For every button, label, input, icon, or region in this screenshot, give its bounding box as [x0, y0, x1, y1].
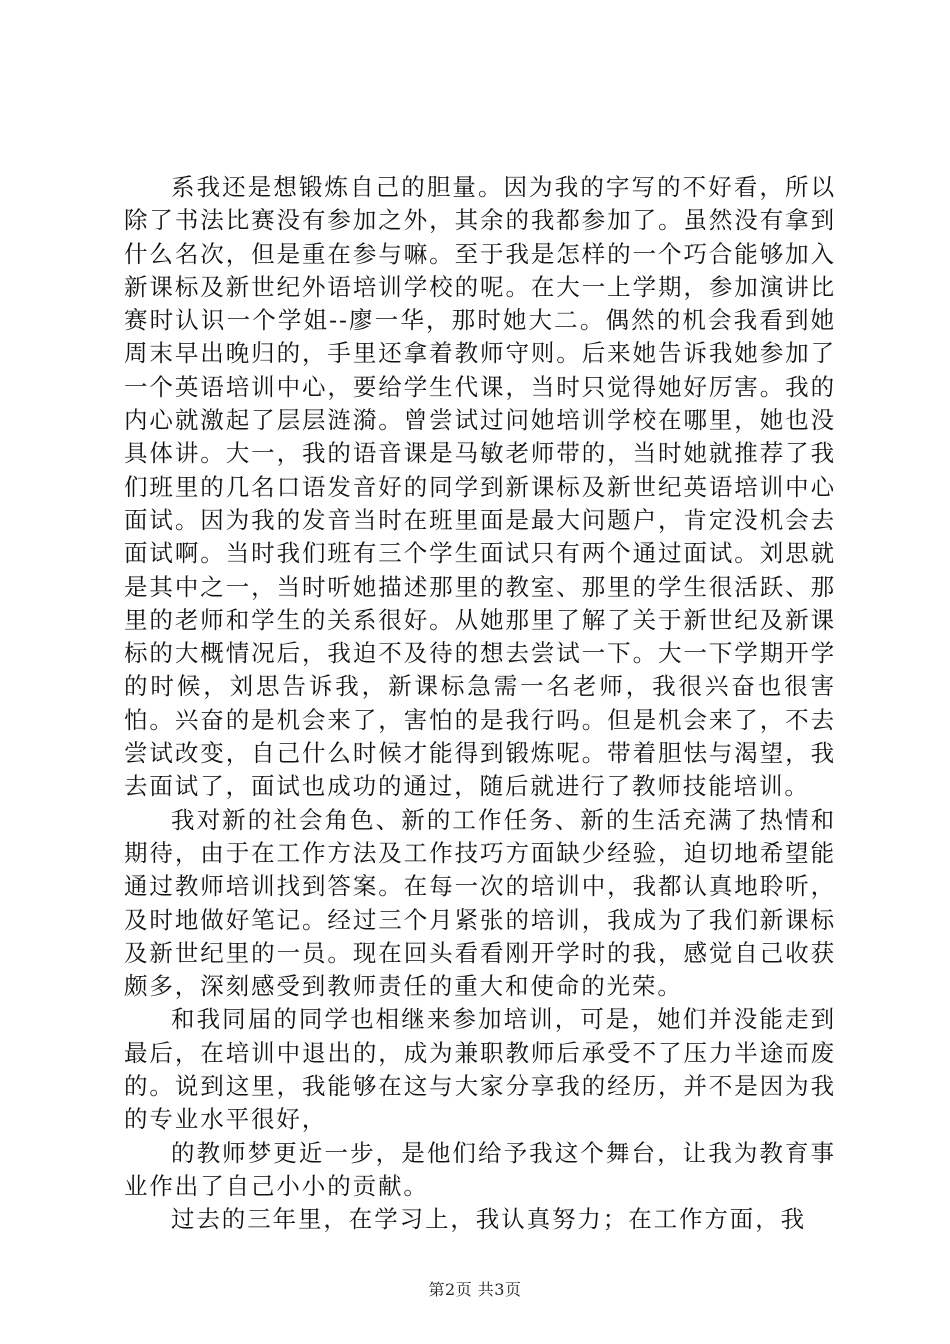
page-number-label: 第2页 共3页 [428, 1280, 522, 1299]
paragraph-2: 我对新的社会角色、新的工作任务、新的生活充满了热情和期待，由于在工作方法及工作技巧方面缺少经验，迫切地希望能通过教师培训找到答案。在每一次的培训中，我都认真地聆听，及时地做好笔记。经过三个月紧张的培训，我成为了我们新课标及新世纪里的一员。现在回头看看刚开学时的我，感觉自己收获颇多，深刻感受到教师责任的重大和使命的光荣。 [124, 805, 836, 1001]
paragraph-1: 系我还是想锻炼自己的胆量。因为我的字写的不好看，所以除了书法比赛没有参加之外，其余的我都参加了。虽然没有拿到什么名次，但是重在参与嘛。至于我是怎样的一个巧合能够加入新课标及新世纪外语培训学校的呢。在大一上学期，参加演讲比赛时认识一个学姐--廖一华，那时她大二。偶然的机会我看到她周末早出晚归的，手里还拿着教师守则。后来她告诉我她参加了一个英语培训中心，要给学生代课，当时只觉得她好厉害。我的内心就激起了层层涟漪。曾尝试过问她培训学校在哪里，她也没具体讲。大一，我的语音课是马敏老师带的，当时她就推荐了我们班里的几名口语发音好的同学到新课标及新世纪英语培训中心面试。因为我的发音当时在班里面是最大问题户，肯定没机会去面试啊。当时我们班有三个学生面试只有两个通过面试。刘思就是其中之一，当时听她描述那里的教室、那里的学生很活跃、那里的老师和学生的关系很好。从她那里了解了关于新世纪及新课标的大概情况后，我迫不及待的想去尝试一下。大一下学期开学的时候，刘思告诉我，新课标急需一名老师，我很兴奋也很害怕。兴奋的是机会来了，害怕的是我行吗。但是机会来了，不去尝试改变，自己什么时候才能得到锻炼呢。带着胆怯与渴望，我去面试了，面试也成功的通过，随后就进行了教师技能培训。 [124, 173, 836, 801]
paragraph-5: 过去的三年里，在学习上，我认真努力；在工作方面，我 [171, 1205, 806, 1234]
body-text [124, 171, 836, 1237]
paragraph-4: 的教师梦更近一步，是他们给予我这个舞台，让我为教育事业作出了自己小小的贡献。 [124, 1138, 836, 1200]
paragraph-3: 和我同届的同学也相继来参加培训，可是，她们并没能走到最后，在培训中退出的，成为兼职教师后承受不了压力半途而废的。说到这里，我能够在这与大家分享我的经历，并不是因为我的专业水平很好， [124, 1005, 836, 1134]
page-footer [0, 1277, 950, 1300]
